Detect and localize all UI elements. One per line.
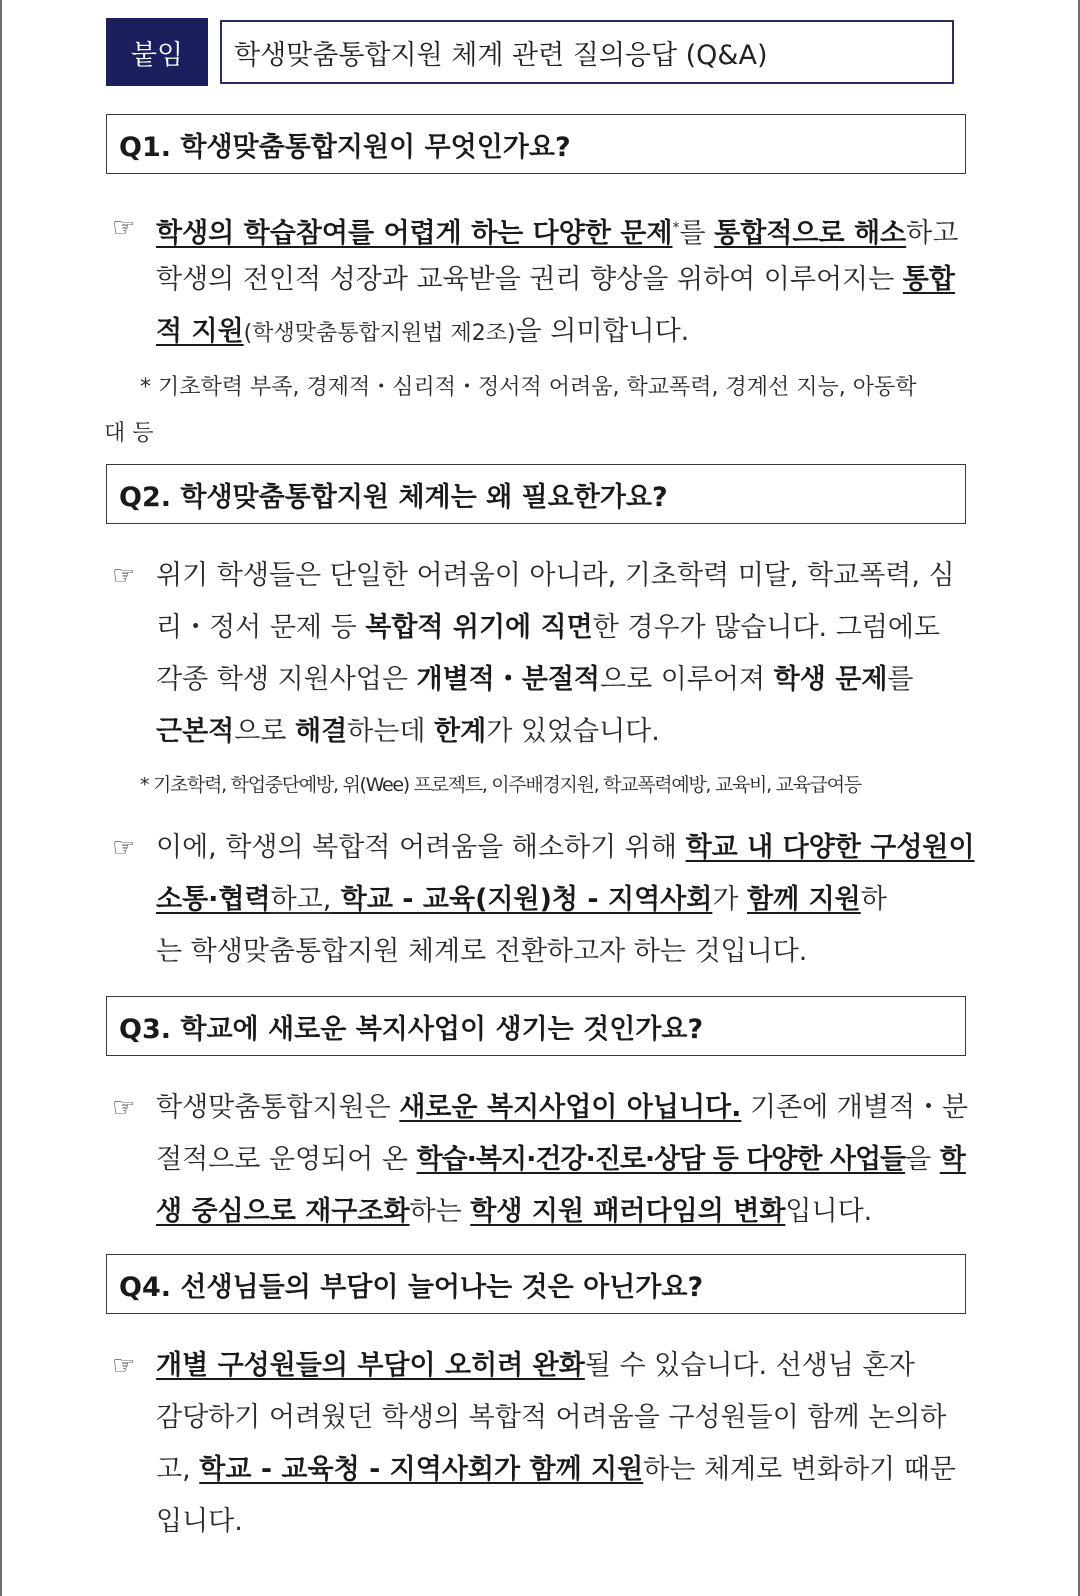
q1-footnote-cont: 대 등 (104, 421, 154, 446)
answer-text: 이에, 학생의 복합적 어려움을 해소하기 위해 (156, 832, 686, 863)
emphasis-text: 복합적 위기에 직면 (365, 612, 593, 643)
q2-answer-1 (112, 550, 977, 758)
answer-line (112, 550, 977, 602)
q2-footnote: * 기초학력, 학업중단예방, 위(Wee) 프로젝트, 이주배경지원, 학교폭력예방, 교육비, 교육급여등 (140, 774, 861, 796)
answer-line (112, 602, 977, 654)
answer-text: 하 (860, 884, 887, 915)
emphasis-text: 해결 (295, 716, 348, 747)
answer-line (112, 1186, 977, 1238)
answer-text: 리・정서 문제 등 (156, 612, 366, 643)
document-header (106, 18, 968, 86)
answer-text: 학생의 전인적 성장과 교육받을 권리 향상을 위하여 이루어지는 (156, 264, 903, 295)
answer-text: 입니다. (156, 1506, 243, 1537)
answer-text: 감당하기 어려웠던 학생의 복합적 어려움을 구성원들이 함께 논의하 (156, 1402, 947, 1433)
pointing-hand-icon: ☞ (112, 833, 136, 863)
pointing-hand-icon: ☞ (112, 1351, 136, 1381)
answer-text: 한 경우가 많습니다. 그럼에도 (592, 612, 941, 643)
q4-question-box: Q4. 선생님들의 부담이 늘어나는 것은 아닌가요? (106, 1254, 966, 1314)
answer-line (112, 306, 977, 358)
answer-text: 는 학생맞춤통합지원 체계로 전환하고자 하는 것입니다. (156, 936, 808, 967)
answer-line (112, 1340, 977, 1392)
answer-text: 을 (905, 1144, 940, 1175)
pointing-hand-icon: ☞ (112, 1093, 136, 1123)
answer-text: 하고 (906, 218, 959, 249)
answer-text: 입니다. (785, 1196, 873, 1227)
q1-footnote: * 기초학력 부족, 경제적・심리적・정서적 어려움, 학교폭력, 경계선 지능, 아동학 (140, 375, 917, 400)
emphasis-text: 학생의 학습참여를 어렵게 하는 다양한 문제 (156, 218, 673, 249)
emphasis-text: 함께 지원 (747, 884, 861, 915)
answer-line (112, 1496, 977, 1548)
answer-text: 하는 체계로 변화하기 때문 (643, 1454, 956, 1485)
emphasis-text: 학습·복지·건강·진로·상담 등 다양한 사업들 (416, 1144, 906, 1175)
answer-text: 를 (887, 664, 914, 695)
law-reference: (학생맞춤통합지원법 제2조) (243, 321, 516, 346)
answer-line (112, 202, 977, 254)
q1-question-box: Q1. 학생맞춤통합지원이 무엇인가요? (106, 114, 966, 174)
answer-text: 으로 (234, 716, 295, 747)
emphasis-text: 새로운 복지사업이 아닙니다. (399, 1092, 742, 1123)
emphasis-text: 학교 내 다양한 구성원이 (685, 832, 975, 863)
emphasis-text: 개별 구성원들의 부담이 오히려 완화 (156, 1350, 585, 1381)
answer-line (112, 874, 977, 926)
q2-answer-2 (112, 822, 977, 978)
q1-answer (112, 202, 977, 358)
answer-text: 가 있었습니다. (486, 716, 660, 747)
answer-line (112, 926, 977, 978)
emphasis-text: 생 중심으로 재구조화 (156, 1196, 410, 1227)
pointing-hand-icon: ☞ (112, 561, 136, 591)
answer-text: 하는데 (347, 716, 435, 747)
emphasis-text: 학생 문제 (773, 664, 888, 695)
answer-text: 을 의미합니다. (515, 316, 690, 347)
answer-text: 하고, (270, 884, 332, 915)
attachment-badge: 붙임 (106, 18, 208, 86)
page-border-left (0, 0, 2, 1596)
answer-line (112, 254, 977, 306)
answer-text: 위기 학생들은 단일한 어려움이 아니라, 기초학력 미달, 학교폭력, 심 (156, 560, 955, 591)
answer-text: 고, (156, 1454, 200, 1485)
emphasis-text: 한계 (434, 716, 487, 747)
answer-text: 를 (679, 218, 715, 249)
emphasis-text: 학교 - 교육(지원)청 - 지역사회 (331, 884, 713, 915)
answer-text: 절적으로 운영되어 온 (156, 1144, 417, 1175)
answer-line (112, 1134, 977, 1186)
answer-line (112, 706, 977, 758)
emphasis-text: 소통·협력 (156, 884, 271, 915)
emphasis-text: 근본적 (156, 716, 235, 747)
answer-line (112, 654, 977, 706)
q3-answer (112, 1082, 977, 1238)
answer-text: 각종 학생 지원사업은 (156, 664, 417, 695)
answer-text: 기존에 개별적・분 (741, 1092, 969, 1123)
answer-line (112, 1082, 977, 1134)
q4-answer (112, 1340, 977, 1548)
answer-text: 학생맞춤통합지원은 (156, 1092, 400, 1123)
emphasis-text: 개별적・분절적 (416, 664, 600, 695)
q3-question-box: Q3. 학교에 새로운 복지사업이 생기는 것인가요? (106, 996, 966, 1056)
emphasis-text: 적 지원 (156, 316, 244, 347)
emphasis-text: 통합적으로 해소 (714, 218, 907, 249)
q2-question-box: Q2. 학생맞춤통합지원 체계는 왜 필요한가요? (106, 464, 966, 524)
answer-line (112, 1392, 977, 1444)
footnote-mark: * (672, 220, 680, 236)
answer-text: 가 (712, 884, 748, 915)
pointing-hand-icon: ☞ (112, 213, 136, 243)
answer-text: 될 수 있습니다. 선생님 혼자 (584, 1350, 915, 1381)
document-title: 학생맞춤통합지원 체계 관련 질의응답 (Q&A) (220, 20, 954, 84)
answer-line (112, 822, 977, 874)
answer-text: 하는 (409, 1196, 471, 1227)
emphasis-text: 학생 지원 패러다임의 변화 (470, 1196, 786, 1227)
answer-line (112, 1444, 977, 1496)
emphasis-text: 학교 - 교육청 - 지역사회가 함께 지원 (199, 1454, 644, 1485)
emphasis-text: 학 (939, 1144, 966, 1175)
emphasis-text: 통합 (902, 264, 955, 295)
answer-text: 으로 이루어져 (600, 664, 774, 695)
